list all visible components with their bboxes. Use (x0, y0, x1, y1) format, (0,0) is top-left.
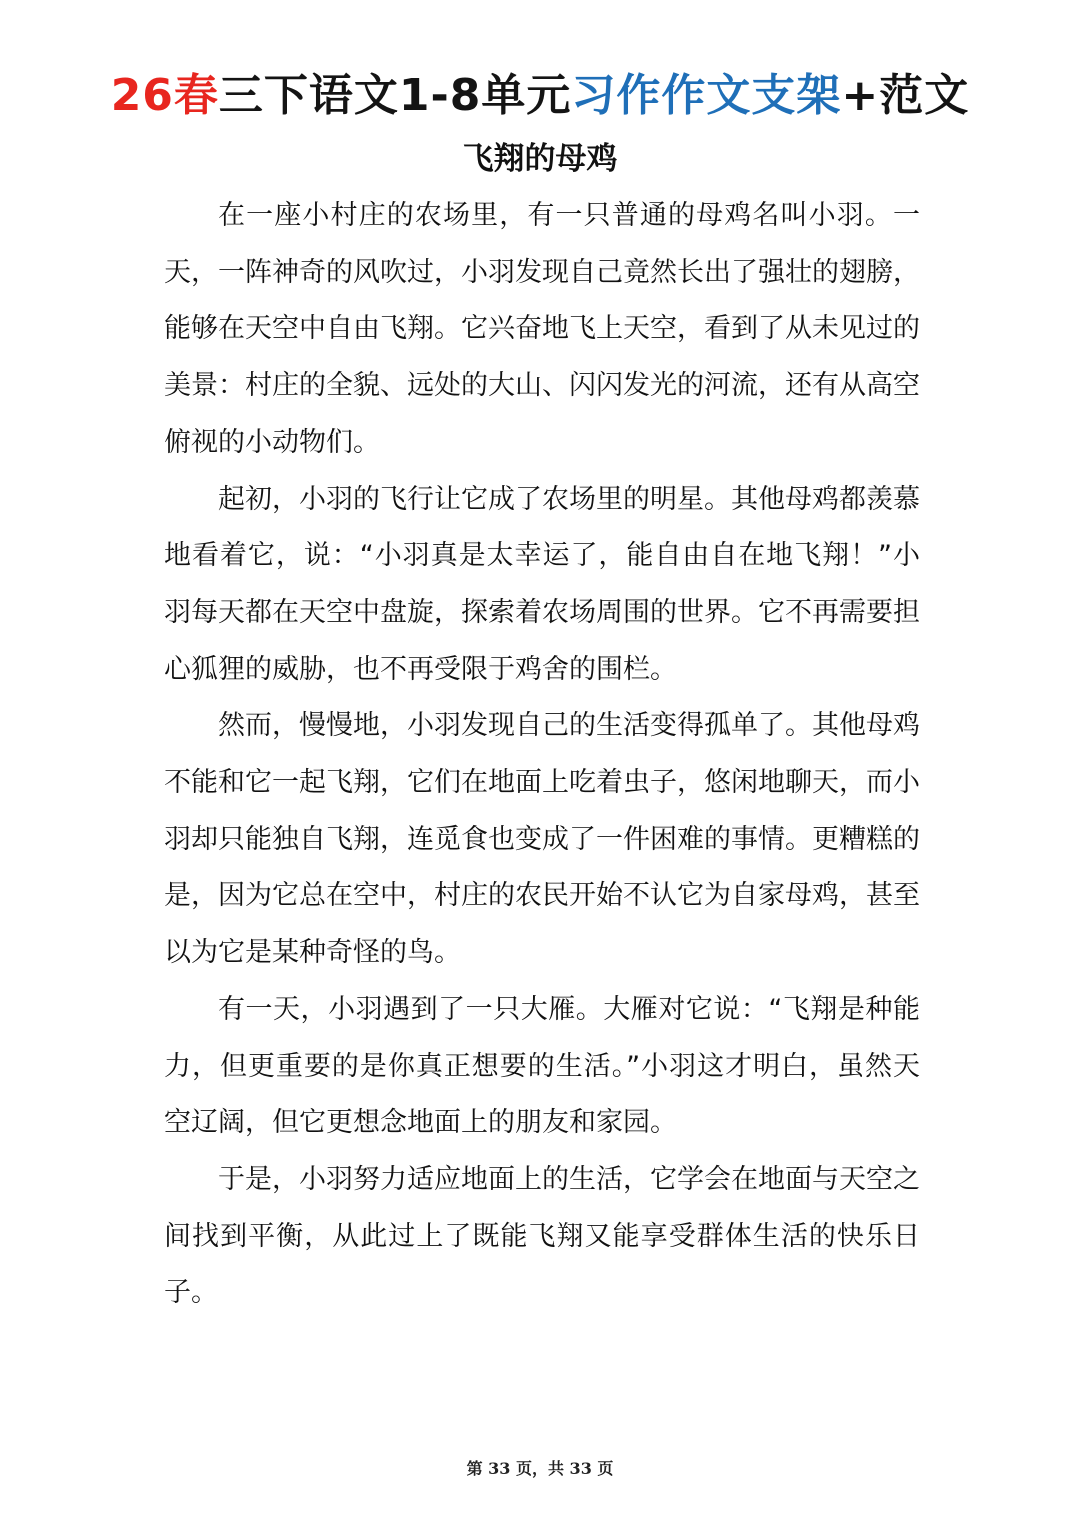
essay-paragraph: 在一座小村庄的农场里，有一只普通的母鸡名叫小羽。一天，一阵神奇的风吹过，小羽发现自己竟然长出了强壮的翅膀，能够在天空中自由飞翔。它兴奋地飞上天空，看到了从未见过的美景：村庄的全貌、远处的大山、闪闪发光的河流，还有从高空俯视的小动物们。 (164, 200, 920, 458)
essay-body (164, 188, 920, 1322)
essay-paragraph: 有一天，小羽遇到了一只大雁。大雁对它说：“飞翔是种能力，但更重要的是你真正想要的生活。”小羽这才明白，虽然天空辽阔，但它更想念地面上的朋友和家园。 (164, 993, 920, 1139)
page-number-footer: 第 33 页，共 33 页 (466, 1459, 614, 1478)
essay-paragraph: 于是，小羽努力适应地面上的生活，它学会在地面与天空之间找到平衡，从此过上了既能飞翔又能享受群体生活的快乐日子。 (164, 1163, 920, 1309)
header-sample-label: +范文 (841, 70, 970, 121)
page-header-title (0, 64, 1080, 128)
header-season-label: 26春 (110, 70, 219, 121)
essay-paragraph: 起初，小羽的飞行让它成了农场里的明星。其他母鸡都羡慕地看着它，说：“小羽真是太幸运了，能自由自在地飞翔！”小羽每天都在天空中盘旋，探索着农场周围的世界。它不再需要担心狐狸的威胁，也不再受限于鸡舍的围栏。 (164, 483, 920, 685)
header-scaffold-label: 习作作文支架 (571, 70, 842, 121)
header-course-label: 三下语文1-8单元 (218, 70, 572, 121)
essay-title: 飞翔的母鸡 (462, 141, 618, 177)
essay-paragraph: 然而，慢慢地，小羽发现自己的生活变得孤单了。其他母鸡不能和它一起飞翔，它们在地面上吃着虫子，悠闲地聊天，而小羽却只能独自飞翔，连觅食也变成了一件困难的事情。更糟糕的是，因为它总在空中，村庄的农民开始不认它为自家母鸡，甚至以为它是某种奇怪的鸟。 (164, 710, 920, 969)
